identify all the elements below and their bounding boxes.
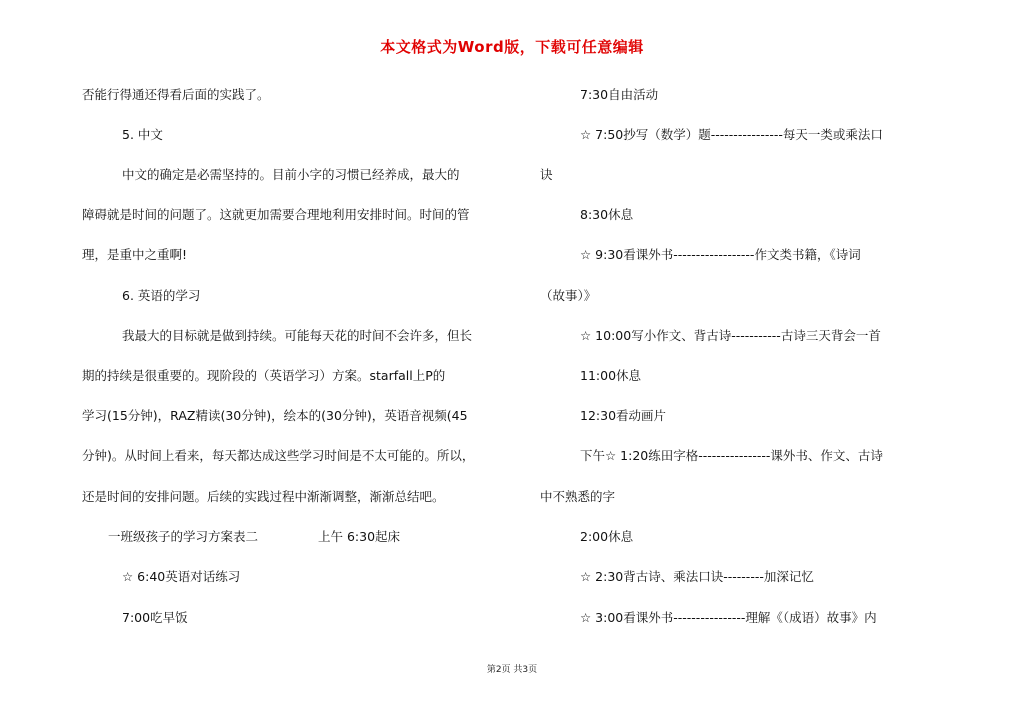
schedule-title: 一班级孩子的学习方案表二 (108, 529, 259, 544)
text-line: 我最大的目标就是做到持续。可能每天花的时间不会许多，但长 (122, 328, 473, 343)
page-number-footer: 第2页 共3页 (486, 665, 538, 675)
schedule-item-continuation: （故事）》 (540, 288, 597, 303)
schedule-item: 12:30看动画片 (580, 408, 667, 423)
schedule-item: 11:00休息 (580, 368, 642, 383)
text-line: 障碍就是时间的问题了。这就更加需要合理地利用安排时间。时间的管 (82, 207, 470, 222)
schedule-item: 上午 6:30起床 (318, 529, 401, 544)
schedule-item: 下午☆ 1:20练田字格----------------课外书、作文、古诗 (580, 448, 883, 463)
text-line: 否能行得通还得看后面的实践了。 (82, 87, 270, 102)
schedule-item: 7:30自由活动 (580, 87, 659, 102)
schedule-item: 2:00休息 (580, 529, 634, 544)
text-line: 中文的确定是必需坚持的。目前小字的习惯已经养成，最大的 (122, 167, 460, 182)
schedule-item: 7:00吃早饭 (122, 610, 188, 625)
text-line: 还是时间的安排问题。后续的实践过程中渐渐调整，渐渐总结吧。 (82, 489, 445, 504)
schedule-item: 8:30休息 (580, 207, 634, 222)
page-banner: 本文格式为Word版，下载可任意编辑 (380, 38, 644, 56)
schedule-item: ☆ 7:50抄写（数学）题----------------每天一类或乘法口 (580, 127, 883, 142)
schedule-item-continuation: 中不熟悉的字 (540, 489, 616, 504)
section-heading: 6. 英语的学习 (122, 288, 201, 303)
text-line: 期的持续是很重要的。现阶段的（英语学习）方案。starfall上P的 (82, 368, 446, 383)
schedule-item: ☆ 2:30背古诗、乘法口诀---------加深记忆 (580, 569, 814, 584)
schedule-item: ☆ 6:40英语对话练习 (122, 569, 241, 584)
section-heading: 5. 中文 (122, 127, 163, 142)
schedule-item: ☆ 9:30看课外书------------------作文类书籍，《诗词 (580, 247, 861, 262)
text-line: 理，是重中之重啊! (82, 247, 188, 262)
schedule-item: ☆ 3:00看课外书----------------理解《（成语）故事》内 (580, 610, 877, 625)
schedule-item-continuation: 诀 (540, 167, 553, 182)
text-line: 学习(15分钟)，RAZ精读(30分钟)，绘本的(30分钟)，英语音视频(45 (82, 408, 468, 423)
schedule-item: ☆ 10:00写小作文、背古诗-----------古诗三天背会一首 (580, 328, 881, 343)
text-line: 分钟)。从时间上看来，每天都达成这些学习时间是不太可能的。所以， (82, 448, 475, 463)
